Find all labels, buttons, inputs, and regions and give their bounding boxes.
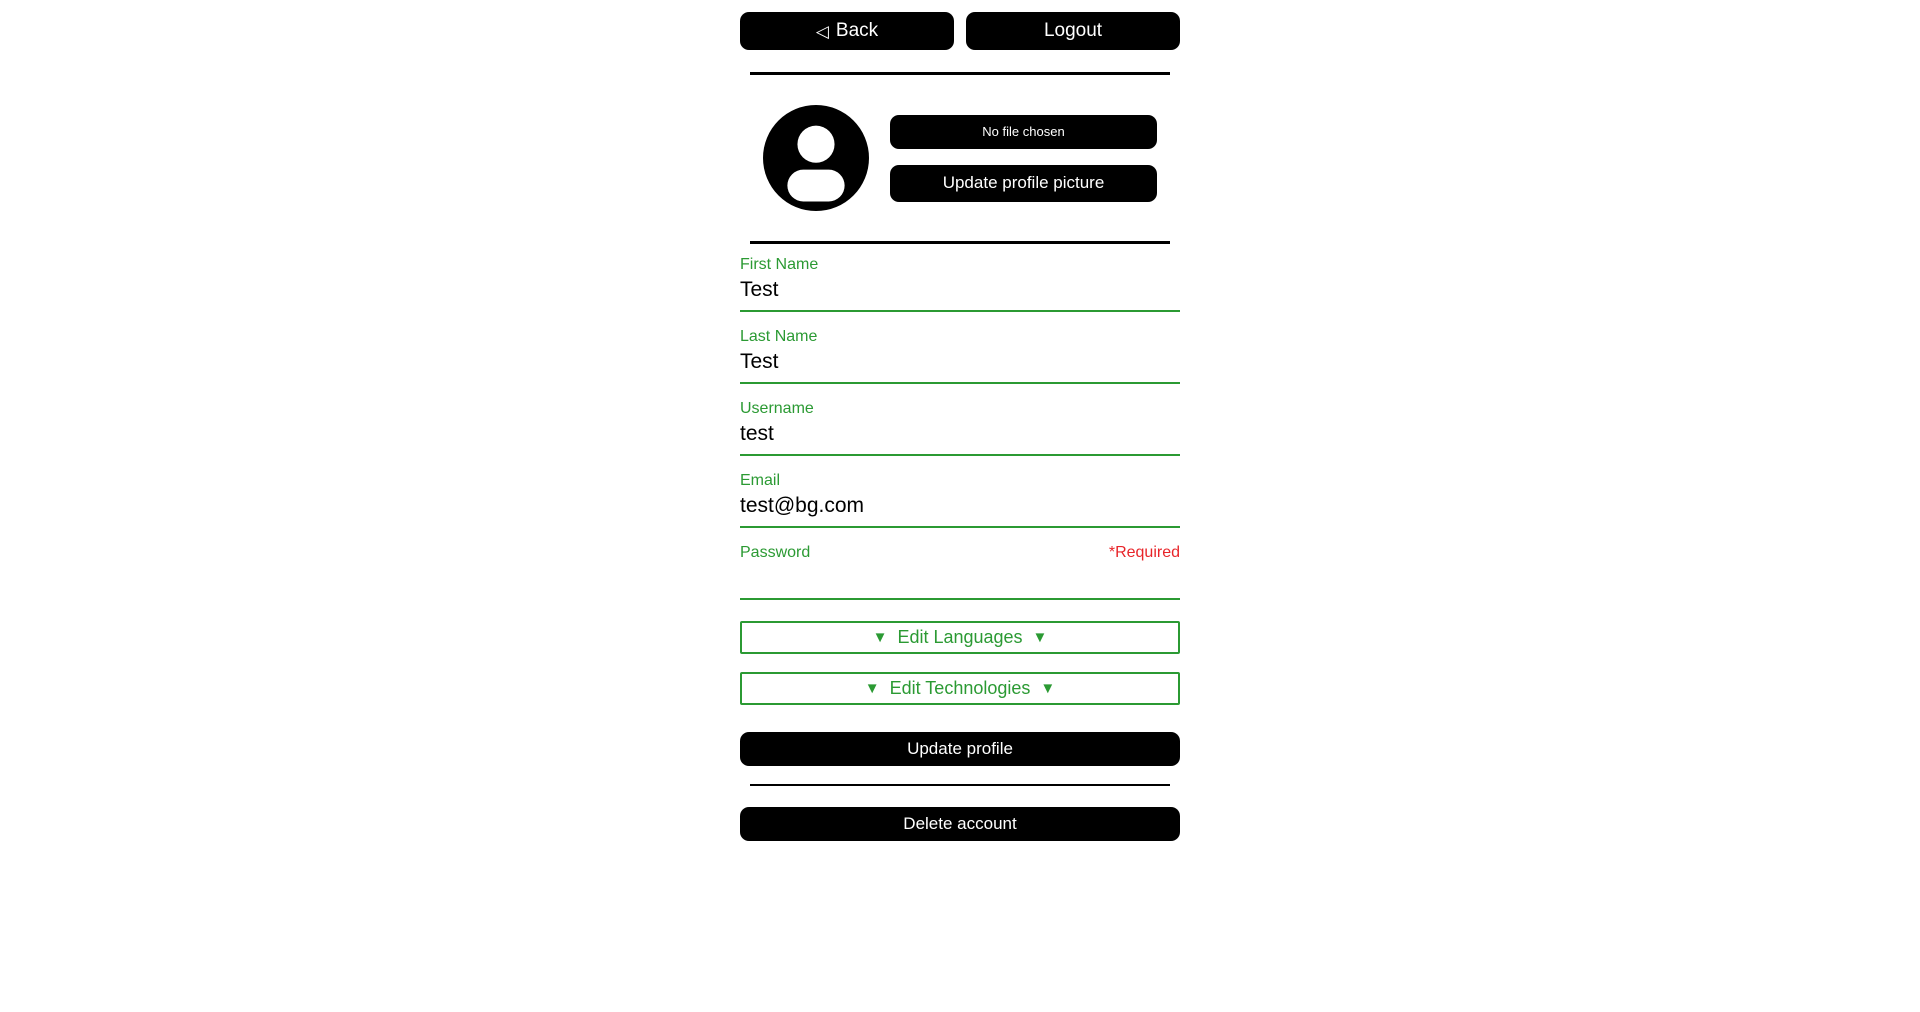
field-email (740, 472, 1180, 528)
divider (750, 241, 1170, 244)
update-profile-picture-button[interactable]: Update profile picture (890, 165, 1157, 202)
person-icon (763, 105, 869, 211)
profile-page (740, 0, 1180, 841)
edit-technologies-toggle[interactable] (740, 672, 1180, 705)
file-input-button[interactable]: No file chosen (890, 115, 1157, 149)
field-last-name (740, 328, 1180, 384)
first-name-label: First Name (740, 256, 819, 273)
chevron-down-icon: ▼ (1040, 680, 1056, 697)
profile-form (740, 256, 1180, 600)
email-label: Email (740, 472, 781, 489)
password-input[interactable] (740, 562, 1180, 600)
chevron-down-icon: ▼ (1032, 629, 1048, 646)
back-arrow-icon: ◁ (815, 21, 829, 41)
last-name-label: Last Name (740, 328, 818, 345)
profile-picture-section (740, 105, 1180, 211)
field-first-name (740, 256, 1180, 312)
chevron-down-icon: ▼ (864, 680, 880, 697)
edit-technologies-label: Edit Technologies (889, 678, 1031, 698)
header-buttons (740, 12, 1180, 50)
field-password (740, 544, 1180, 600)
username-input[interactable] (740, 418, 1180, 456)
profile-picture-buttons (890, 115, 1157, 202)
email-field[interactable] (740, 490, 1180, 528)
divider (750, 784, 1170, 786)
edit-languages-toggle[interactable] (740, 621, 1180, 654)
divider (750, 72, 1170, 75)
last-name-input[interactable] (740, 346, 1180, 384)
field-username (740, 400, 1180, 456)
first-name-input[interactable] (740, 274, 1180, 312)
edit-languages-label: Edit Languages (897, 627, 1023, 647)
chevron-down-icon: ▼ (872, 629, 888, 646)
back-button-label: Back (835, 20, 879, 41)
back-button[interactable] (740, 12, 954, 50)
update-profile-button[interactable]: Update profile (740, 732, 1180, 766)
avatar (763, 105, 869, 211)
delete-account-button[interactable]: Delete account (740, 807, 1180, 841)
logout-button[interactable]: Logout (966, 12, 1180, 50)
password-required-note: *Required (1108, 544, 1180, 561)
password-label: Password (740, 544, 811, 561)
username-label: Username (740, 400, 814, 417)
